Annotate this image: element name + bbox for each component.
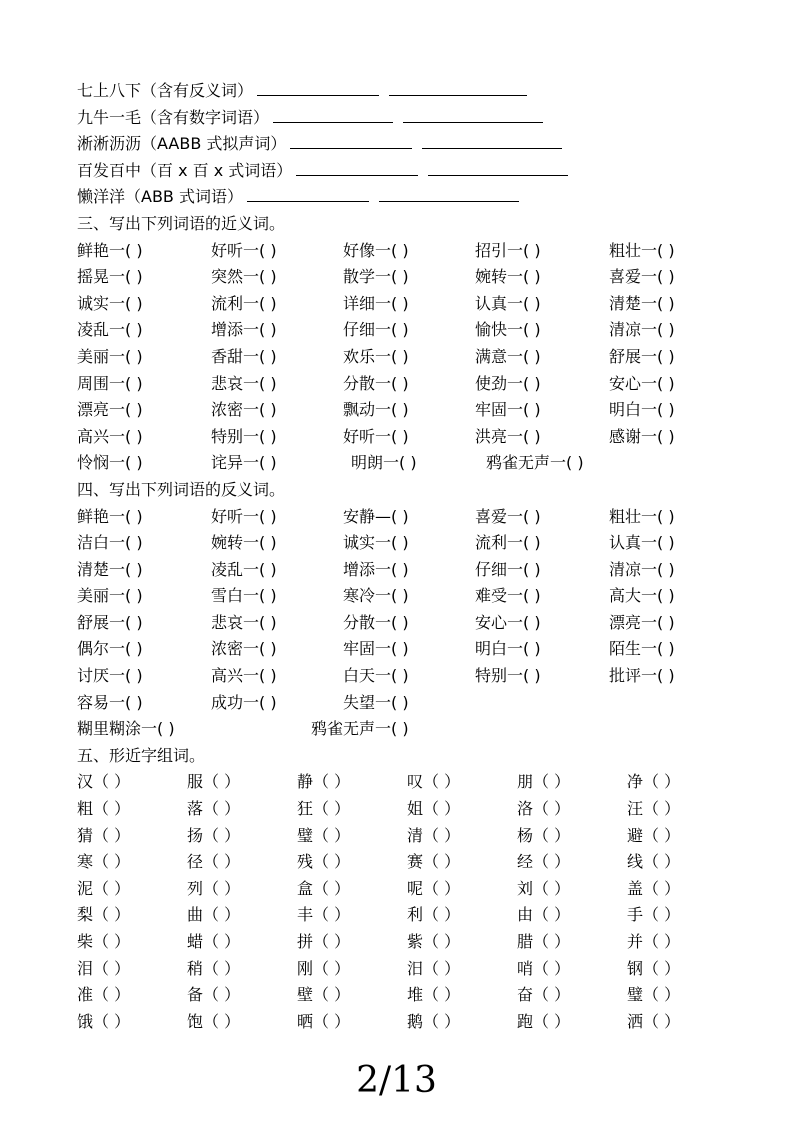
exercise-item[interactable]: 欢乐一( )	[343, 346, 409, 366]
phrase-prompt: 淅淅沥沥（AABB 式拟声词）	[77, 134, 287, 154]
exercise-item[interactable]: 列（ ）	[187, 878, 241, 898]
exercise-item[interactable]: 猜（ ）	[77, 825, 131, 845]
phrase-prompt-row	[77, 184, 722, 211]
answer-blank[interactable]	[290, 134, 412, 149]
exercise-row	[77, 610, 722, 637]
section3-heading: 三、写出下列词语的近义词。	[77, 213, 286, 233]
exercise-row	[77, 769, 722, 796]
exercise-item[interactable]: 汨（ ）	[407, 958, 461, 978]
exercise-item[interactable]: 泥（ ）	[77, 878, 131, 898]
exercise-item[interactable]: 难受一( )	[475, 586, 541, 606]
answer-blank[interactable]	[273, 108, 393, 123]
phrase-prompt: 百发百中（百 x 百 x 式词语）	[77, 160, 293, 180]
phrase-prompt: 九牛一毛（含有数字词语）	[77, 107, 270, 127]
exercise-row	[77, 344, 722, 371]
exercise-item[interactable]: 腊（ ）	[517, 932, 571, 951]
section4-heading: 四、写出下列词语的反义词。	[77, 479, 286, 499]
exercise-item[interactable]: 陌生一( )	[609, 639, 675, 659]
exercise-row	[77, 450, 722, 477]
exercise-item[interactable]: 认真一( )	[609, 533, 675, 553]
exercise-item[interactable]: 浓密一( )	[211, 400, 277, 420]
antonym-section	[77, 504, 722, 743]
exercise-row	[77, 557, 722, 584]
exercise-row	[77, 690, 722, 717]
exercise-item[interactable]: 备（ ）	[187, 985, 241, 1005]
exercise-item[interactable]: 雪白一( )	[211, 586, 277, 606]
exercise-item[interactable]: 好像一( )	[343, 240, 409, 260]
exercise-item[interactable]: 曲（ ）	[187, 905, 241, 925]
exercise-row	[77, 238, 722, 265]
exercise-item[interactable]: 钢（ ）	[627, 958, 681, 978]
exercise-item[interactable]: 舒展一( )	[609, 346, 675, 366]
exercise-item[interactable]: 线（ ）	[627, 852, 681, 872]
exercise-item[interactable]: 招引一( )	[475, 240, 541, 260]
exercise-item[interactable]: 凌乱一( )	[211, 559, 277, 579]
worksheet	[77, 78, 722, 1035]
exercise-item[interactable]: 静（ ）	[297, 772, 351, 792]
exercise-row	[77, 583, 722, 610]
exercise-item[interactable]: 刘（ ）	[517, 878, 571, 898]
exercise-item[interactable]: 美丽一( )	[77, 346, 143, 366]
exercise-item[interactable]: 鲜艳一( )	[77, 506, 143, 526]
exercise-item[interactable]: 柴（ ）	[77, 932, 131, 951]
exercise-item[interactable]: 径（ ）	[187, 852, 241, 872]
exercise-item[interactable]: 特别一( )	[211, 426, 277, 446]
phrase-prompt-row	[77, 105, 722, 132]
answer-blank[interactable]	[379, 187, 519, 202]
exercise-item[interactable]: 失望一( )	[343, 692, 409, 712]
answer-blank[interactable]	[403, 108, 543, 123]
exercise-item[interactable]: 寒冷一( )	[343, 586, 409, 606]
similar-character-section	[77, 769, 722, 1035]
exercise-item[interactable]: 饿（ ）	[77, 1011, 131, 1031]
exercise-item[interactable]: 安心一( )	[609, 373, 675, 393]
exercise-item[interactable]: 成功一( )	[211, 692, 277, 712]
exercise-row	[77, 424, 722, 451]
exercise-item[interactable]: 漂亮一( )	[609, 612, 675, 632]
answer-blank[interactable]	[428, 161, 568, 176]
exercise-item[interactable]: 蜡（ ）	[187, 932, 241, 951]
exercise-item[interactable]: 杨（ ）	[517, 825, 571, 845]
exercise-row	[77, 876, 722, 903]
exercise-item[interactable]: 诚实一( )	[77, 293, 143, 313]
exercise-item[interactable]: 安心一( )	[475, 612, 541, 632]
synonym-section	[77, 238, 722, 477]
phrase-prompt-row	[77, 158, 722, 185]
exercise-item[interactable]: 认真一( )	[475, 293, 541, 313]
exercise-item[interactable]: 晒（ ）	[297, 1011, 351, 1031]
exercise-item[interactable]: 愉快一( )	[475, 320, 541, 340]
exercise-item[interactable]: 糊里糊涂一( )	[77, 719, 175, 739]
exercise-item[interactable]: 利（ ）	[407, 905, 461, 925]
exercise-item[interactable]: 跑（ ）	[517, 1011, 571, 1031]
exercise-item[interactable]: 呢（ ）	[407, 878, 461, 898]
exercise-item[interactable]: 清楚一( )	[609, 293, 675, 313]
exercise-item[interactable]: 稍（ ）	[187, 958, 241, 978]
exercise-item[interactable]: 凌乱一( )	[77, 320, 143, 340]
exercise-row	[77, 1009, 722, 1036]
exercise-item[interactable]: 朋（ ）	[517, 772, 571, 792]
exercise-item[interactable]: 分散一( )	[343, 373, 409, 393]
exercise-item[interactable]: 婉转一( )	[475, 267, 541, 287]
exercise-item[interactable]: 喜爱一( )	[609, 267, 675, 287]
exercise-item[interactable]: 由（ ）	[517, 905, 571, 925]
exercise-item[interactable]: 增添一( )	[211, 320, 277, 340]
phrase-prompt-row	[77, 78, 722, 105]
exercise-item[interactable]: 悲哀一( )	[211, 612, 277, 632]
exercise-item[interactable]: 璧（ ）	[297, 825, 351, 845]
exercise-item[interactable]: 飘动一( )	[343, 400, 409, 420]
exercise-row	[77, 397, 722, 424]
answer-blank[interactable]	[422, 134, 562, 149]
exercise-item[interactable]: 服（ ）	[187, 772, 241, 792]
exercise-item[interactable]: 浓密一( )	[211, 639, 277, 659]
exercise-row	[77, 264, 722, 291]
exercise-item[interactable]: 好听一( )	[211, 506, 277, 526]
exercise-item[interactable]: 洒（ ）	[627, 1011, 681, 1031]
phrase-section	[77, 78, 722, 211]
exercise-item[interactable]: 喜爱一( )	[475, 506, 541, 526]
exercise-row	[77, 796, 722, 823]
exercise-item[interactable]: 高大一( )	[609, 586, 675, 606]
exercise-item[interactable]: 周围一( )	[77, 373, 143, 393]
exercise-item[interactable]: 清凉一( )	[609, 320, 675, 340]
exercise-item[interactable]: 明白一( )	[609, 400, 675, 420]
exercise-item[interactable]: 高兴一( )	[211, 666, 277, 686]
exercise-item[interactable]: 悲哀一( )	[211, 373, 277, 393]
exercise-item[interactable]: 哨（ ）	[517, 958, 571, 978]
exercise-item[interactable]: 汉（ ）	[77, 772, 131, 792]
exercise-item[interactable]: 牢固一( )	[475, 400, 541, 420]
exercise-item[interactable]: 梨（ ）	[77, 905, 131, 925]
exercise-item[interactable]: 残（ ）	[297, 852, 351, 872]
answer-blank[interactable]	[296, 161, 418, 176]
exercise-item[interactable]: 赛（ ）	[407, 852, 461, 872]
exercise-item[interactable]: 堆（ ）	[407, 985, 461, 1005]
phrase-prompt: 懒洋洋（ABB 式词语）	[77, 187, 243, 207]
exercise-row	[77, 849, 722, 876]
exercise-item[interactable]: 流利一( )	[211, 293, 277, 313]
exercise-item[interactable]: 避（ ）	[627, 825, 681, 845]
exercise-item[interactable]: 净（ ）	[627, 772, 681, 792]
exercise-item[interactable]: 壁（ ）	[297, 985, 351, 1005]
exercise-item[interactable]: 鲜艳一( )	[77, 240, 143, 260]
exercise-row	[77, 956, 722, 983]
exercise-item[interactable]: 明白一( )	[475, 639, 541, 659]
exercise-item[interactable]: 经（ ）	[517, 852, 571, 872]
exercise-item[interactable]: 刚（ ）	[297, 958, 351, 978]
exercise-item[interactable]: 怜悯一( )	[77, 453, 143, 473]
exercise-item[interactable]: 散学一( )	[343, 267, 409, 287]
exercise-item[interactable]: 白天一( )	[343, 666, 409, 686]
section5-heading: 五、形近字组词。	[77, 745, 206, 765]
exercise-item[interactable]: 拼（ ）	[297, 932, 351, 951]
exercise-item[interactable]: 粗（ ）	[77, 799, 131, 819]
exercise-row	[77, 317, 722, 344]
exercise-row	[77, 823, 722, 850]
exercise-item[interactable]: 汪（ ）	[627, 799, 681, 819]
exercise-item[interactable]: 诧异一( )	[211, 453, 277, 473]
exercise-row	[77, 929, 722, 956]
exercise-item[interactable]: 璧（ ）	[627, 985, 681, 1005]
exercise-item[interactable]: 落（ ）	[187, 799, 241, 819]
answer-blank[interactable]	[389, 81, 527, 96]
exercise-item[interactable]: 感谢一( )	[609, 426, 675, 446]
exercise-item[interactable]: 明朗一( )	[351, 453, 417, 473]
exercise-item[interactable]: 仔细一( )	[475, 559, 541, 579]
exercise-row	[77, 504, 722, 531]
exercise-row	[77, 291, 722, 318]
exercise-row	[77, 663, 722, 690]
exercise-item[interactable]: 好听一( )	[343, 426, 409, 446]
exercise-item[interactable]: 美丽一( )	[77, 586, 143, 606]
exercise-item[interactable]: 清楚一( )	[77, 559, 143, 579]
exercise-item[interactable]: 盖（ ）	[627, 878, 681, 898]
exercise-item[interactable]: 突然一( )	[211, 267, 277, 287]
exercise-item[interactable]: 流利一( )	[475, 533, 541, 553]
exercise-item[interactable]: 满意一( )	[475, 346, 541, 366]
exercise-item[interactable]: 仔细一( )	[343, 320, 409, 340]
exercise-item[interactable]: 丰（ ）	[297, 905, 351, 925]
exercise-item[interactable]: 饱（ ）	[187, 1011, 241, 1031]
exercise-item[interactable]: 舒展一( )	[77, 612, 143, 632]
exercise-item[interactable]: 并（ ）	[627, 932, 681, 951]
exercise-item[interactable]: 香甜一( )	[211, 346, 277, 366]
exercise-item[interactable]: 鸦雀无声一( )	[486, 453, 584, 473]
exercise-item[interactable]: 准（ ）	[77, 985, 131, 1005]
exercise-item[interactable]: 容易一( )	[77, 692, 143, 712]
exercise-item[interactable]: 洁白一( )	[77, 533, 143, 553]
exercise-item[interactable]: 寒（ ）	[77, 852, 131, 872]
exercise-item[interactable]: 偶尔一( )	[77, 639, 143, 659]
page-number: 2/13	[356, 1060, 437, 1101]
exercise-item[interactable]: 紫（ ）	[407, 932, 461, 951]
exercise-item[interactable]: 安静—( )	[343, 506, 409, 526]
exercise-item[interactable]: 姐（ ）	[407, 799, 461, 819]
exercise-item[interactable]: 清凉一( )	[609, 559, 675, 579]
exercise-item[interactable]: 狂（ ）	[297, 799, 351, 819]
exercise-item[interactable]: 叹（ ）	[407, 772, 461, 792]
exercise-row	[77, 530, 722, 557]
exercise-row	[77, 371, 722, 398]
phrase-prompt: 七上八下（含有反义词）	[77, 81, 254, 100]
exercise-item[interactable]: 手（ ）	[627, 905, 681, 925]
exercise-item[interactable]: 详细一( )	[343, 293, 409, 313]
exercise-item[interactable]: 盒（ ）	[297, 878, 351, 898]
exercise-item[interactable]: 清（ ）	[407, 825, 461, 845]
exercise-row	[77, 902, 722, 929]
exercise-item[interactable]: 泪（ ）	[77, 958, 131, 978]
exercise-item[interactable]: 批评一( )	[609, 666, 675, 686]
phrase-prompt-row	[77, 131, 722, 158]
exercise-item[interactable]: 高兴一( )	[77, 426, 143, 446]
exercise-item[interactable]: 讨厌一( )	[77, 666, 143, 686]
exercise-item[interactable]: 鸦雀无声一( )	[311, 719, 409, 739]
answer-blank[interactable]	[247, 187, 369, 202]
exercise-item[interactable]: 鹅（ ）	[407, 1011, 461, 1031]
exercise-item[interactable]: 诚实一( )	[343, 533, 409, 553]
exercise-item[interactable]: 洛（ ）	[517, 799, 571, 819]
exercise-item[interactable]: 漂亮一( )	[77, 400, 143, 420]
exercise-item[interactable]: 摇晃一( )	[77, 267, 143, 287]
exercise-item[interactable]: 婉转一( )	[211, 533, 277, 553]
exercise-row	[77, 982, 722, 1009]
exercise-item[interactable]: 特别一( )	[475, 666, 541, 686]
exercise-item[interactable]: 扬（ ）	[187, 825, 241, 845]
exercise-item[interactable]: 牢固一( )	[343, 639, 409, 659]
exercise-item[interactable]: 使劲一( )	[475, 373, 541, 393]
exercise-row	[77, 636, 722, 663]
exercise-item[interactable]: 好听一( )	[211, 240, 277, 260]
exercise-item[interactable]: 增添一( )	[343, 559, 409, 579]
exercise-item[interactable]: 粗壮一( )	[609, 506, 675, 526]
answer-blank[interactable]	[257, 81, 379, 96]
exercise-item[interactable]: 洪亮一( )	[475, 426, 541, 446]
exercise-item[interactable]: 粗壮一( )	[609, 240, 675, 260]
exercise-item[interactable]: 奋（ ）	[517, 985, 571, 1005]
exercise-row	[77, 716, 722, 743]
exercise-item[interactable]: 分散一( )	[343, 612, 409, 632]
